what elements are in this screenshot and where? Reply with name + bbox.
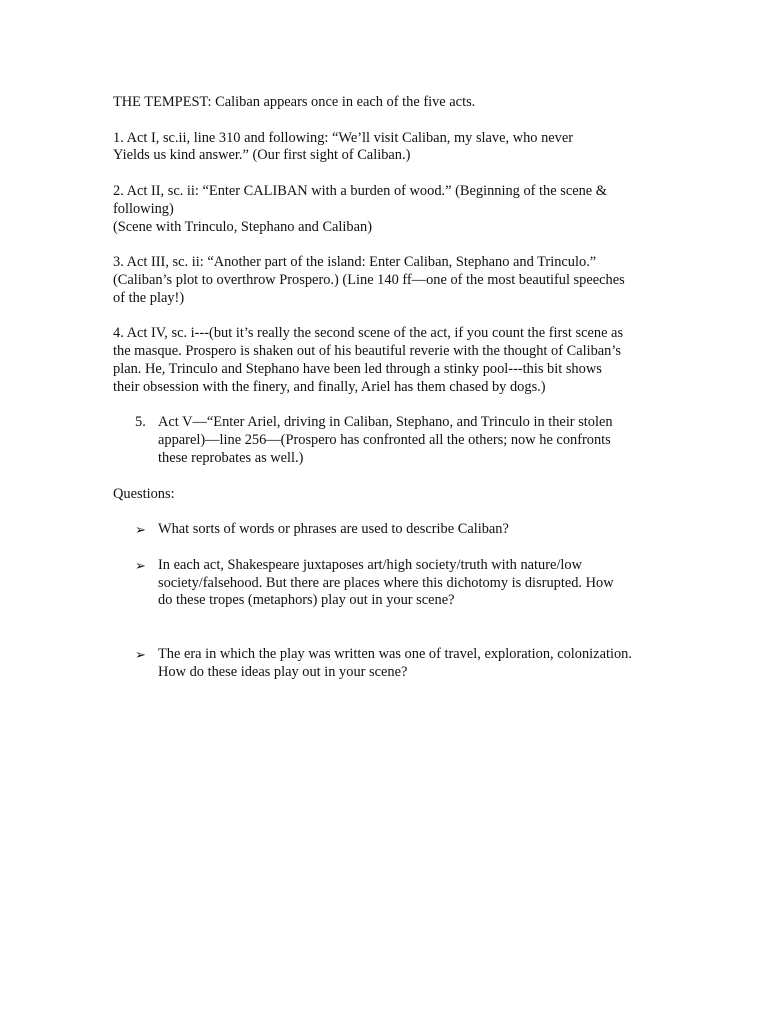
list-item-act-2 <box>113 183 661 236</box>
act-4-line-3: plan. He, Trinculo and Stephano have been led through a stinky pool---this bit shows <box>113 360 602 377</box>
act-4-line-2: the masque. Prospero is shaken out of his beautiful reverie with the thought of Caliban’s <box>113 343 621 360</box>
act-4-line-1: 4. Act IV, sc. i---(but it’s really the second scene of the act, if you count the first scene as <box>113 325 624 342</box>
act-2-line-3: (Scene with Trinculo, Stephano and Caliban) <box>113 218 372 235</box>
act-1-line-1: 1. Act I, sc.ii, line 310 and following: “We’ll visit Caliban, my slave, who never <box>113 129 574 146</box>
act-5-line-3: these reprobates as well.) <box>158 449 304 466</box>
act-3-line-1: 3. Act III, sc. ii: “Another part of the island: Enter Caliban, Stephano and Trinculo.” <box>113 254 597 271</box>
question-2-line-1: In each act, Shakespeare juxtaposes art/high society/truth with nature/low <box>158 556 582 573</box>
document-heading <box>113 94 661 112</box>
list-item-act-4 <box>113 325 661 396</box>
question-3-line-1: The era in which the play was written was one of travel, exploration, colonization. <box>158 645 632 662</box>
act-2-line-1: 2. Act II, sc. ii: “Enter CALIBAN with a burden of wood.” (Beginning of the scene & <box>113 182 607 199</box>
act-3-line-3: of the play!) <box>113 289 185 306</box>
act-1-line-2: Yields us kind answer.” (Our first sight of Caliban.) <box>113 147 411 164</box>
arrow-bullet-icon: ➢ <box>135 522 146 538</box>
list-item-act-3 <box>113 254 661 307</box>
arrow-bullet-icon: ➢ <box>135 557 146 573</box>
question-3-line-2: How do these ideas play out in your scene? <box>158 663 408 680</box>
list-item-act-1 <box>113 130 661 166</box>
act-2-line-2: following) <box>113 200 174 217</box>
act-4-line-4: their obsession with the finery, and finally, Ariel has them chased by dogs.) <box>113 378 546 395</box>
question-1-line-1: What sorts of words or phrases are used to describe Caliban? <box>158 521 509 538</box>
list-item-act-5 <box>113 414 661 467</box>
questions-label <box>113 486 661 504</box>
act-5-line-2: apparel)—line 256—(Prospero has confronted all the others; now he confronts <box>158 432 611 449</box>
question-item <box>113 646 661 682</box>
questions-label-text: Questions: <box>113 485 175 502</box>
question-2-line-3: do these tropes (metaphors) play out in your scene? <box>158 592 455 609</box>
heading-text: THE TEMPEST: Caliban appears once in each of the five acts. <box>113 94 476 110</box>
document-page <box>113 94 661 699</box>
question-item <box>113 557 661 610</box>
question-2-line-2: society/falsehood. But there are places where this dichotomy is disrupted. How <box>158 574 614 591</box>
act-3-line-2: (Caliban’s plot to overthrow Prospero.) (Line 140 ff—one of the most beautiful speeches <box>113 271 625 288</box>
question-item <box>113 521 661 539</box>
arrow-bullet-icon: ➢ <box>135 646 146 662</box>
act-5-line-1: Act V—“Enter Ariel, driving in Caliban, Stephano, and Trinculo in their stolen <box>158 414 613 431</box>
act-5-number: 5. <box>135 414 146 431</box>
